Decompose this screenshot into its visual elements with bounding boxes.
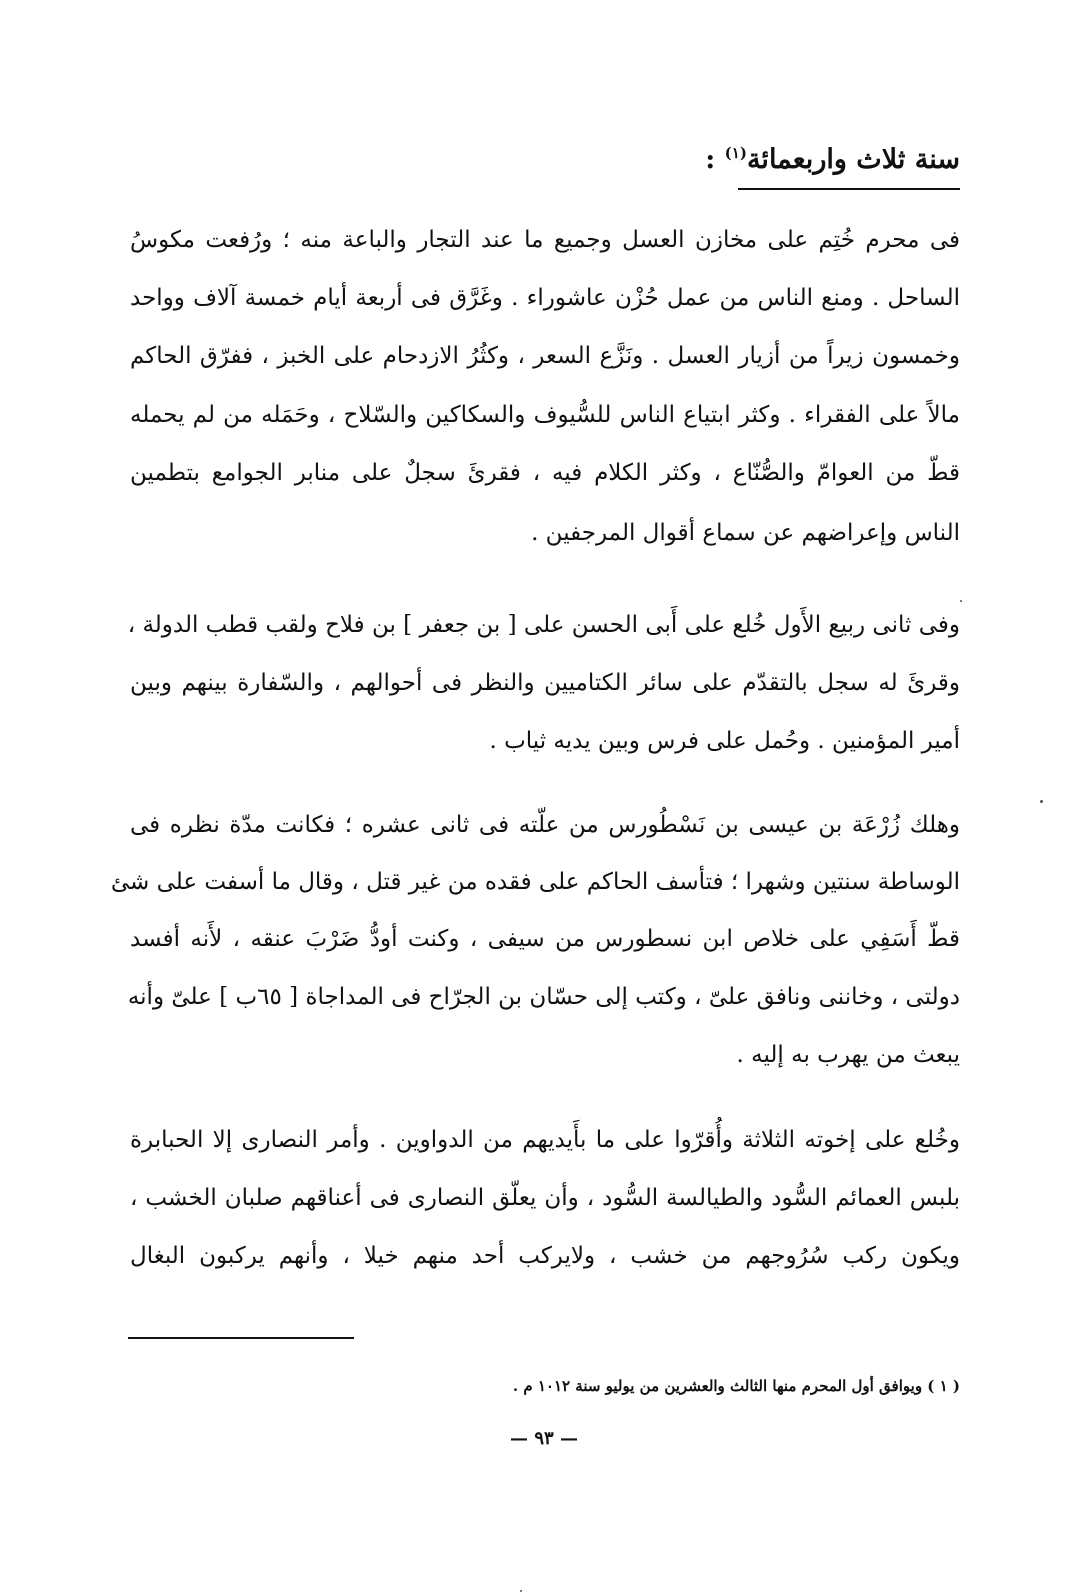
paragraph-line: الوساطة سنتين وشهرا ؛ فتأسف الحاكم على فقده من غير قتل ، وقال ما أسفت على شئ (110, 869, 960, 895)
paragraph-line: أمير المؤمنين . وحُمل على فرس وبين يديه ثياب . (489, 728, 960, 754)
paragraph-line: يبعث من يهرب به إليه . (736, 1042, 960, 1068)
heading-colon: : (705, 144, 725, 175)
paragraph-line: دولتى ، وخاننى ونافق علىّ ، وكتب إلى حسّان بن الجرّاح فى المداجاة [ ٦٥ب ] علىّ وأنه (127, 984, 960, 1010)
heading-title: سنة ثلاث واربعمائة (746, 144, 960, 175)
paragraph-line: وهلك زُرْعَة بن عيسى بن نَسْطُورس من علّته فى ثانى عشره ؛ فكانت مدّة نظره فى (130, 812, 960, 838)
paragraph-line: وخمسون زيراً من أزيار العسل . ونَزَّع السعر ، وكثُرُ الازدحام على الخبز ، ففرّق الحاكم (130, 343, 960, 369)
footnote: ( ١ ) ويوافق أول المحرم منها الثالث والعشرين من يوليو سنة ١٠١٢ م . (512, 1377, 960, 1395)
paragraph-line: ويكون ركب سُرُوجهم من خشب ، ولايركب أحد منهم خيلا ، وأنهم يركبون البغال (130, 1243, 960, 1269)
paragraph-line: قطّ من العوامّ والصُّنّاع ، وكثر الكلام فيه ، فقرئَ سجلٌ على منابر الجوامع بتطمين (130, 460, 960, 486)
paragraph-line: وخُلع على إخوته الثلاثة وأُقرّوا على ما بأَيديهم من الدواوين . وأمر النصارى إلا الحبابرة (130, 1127, 960, 1153)
scan-speck (520, 1590, 522, 1592)
paragraph-line: الناس وإعراضهم عن سماع أقوال المرجفين . (531, 520, 960, 546)
paragraph-line: بلبس العمائم السُّود والطيالسة السُّود ، وأن يعلّق النصارى فى أعناقهم صلبان الخشب ، (130, 1185, 960, 1211)
paragraph-line: وفى ثانى ربيع الأَول خُلع على أَبى الحسن على [ بن جعفر ] بن فلاح ولقب قطب الدولة ، (127, 612, 960, 638)
paragraph-line: فى محرم خُتِم على مخازن العسل وجميع ما عند التجار والباعة منه ؛ ورُفعت مكوسُ (130, 227, 960, 253)
paragraph-line: وقرئَ له سجل بالتقدّم على سائر الكتاميين والنظر فى أحوالهم ، والسّفارة بينهم وبين (130, 670, 960, 696)
paragraph-line: الساحل . ومنع الناس من عمل حُزْن عاشوراء . وغَرَّق فى أربعة أيام خمسة آلاف وواحد (130, 285, 960, 311)
scan-speck (1040, 800, 1043, 803)
heading-underline (738, 188, 960, 190)
footnote-marker: (١) (724, 144, 747, 162)
footnote-separator (128, 1337, 354, 1339)
scan-speck (960, 600, 962, 602)
page-number: — ٩٣ — (510, 1428, 578, 1449)
section-heading (705, 140, 960, 180)
paragraph-line: قطّ أَسَفِي على خلاص ابن نسطورس من سيفى ، وكنت أودُّ ضَرْبَ عنقه ، لأَنه أفسد (130, 926, 960, 952)
paragraph-line: مالاً على الفقراء . وكثر ابتياع الناس للسُّيوف والسكاكين والسّلاح ، وحَمَله من لم يحمله (130, 402, 960, 428)
